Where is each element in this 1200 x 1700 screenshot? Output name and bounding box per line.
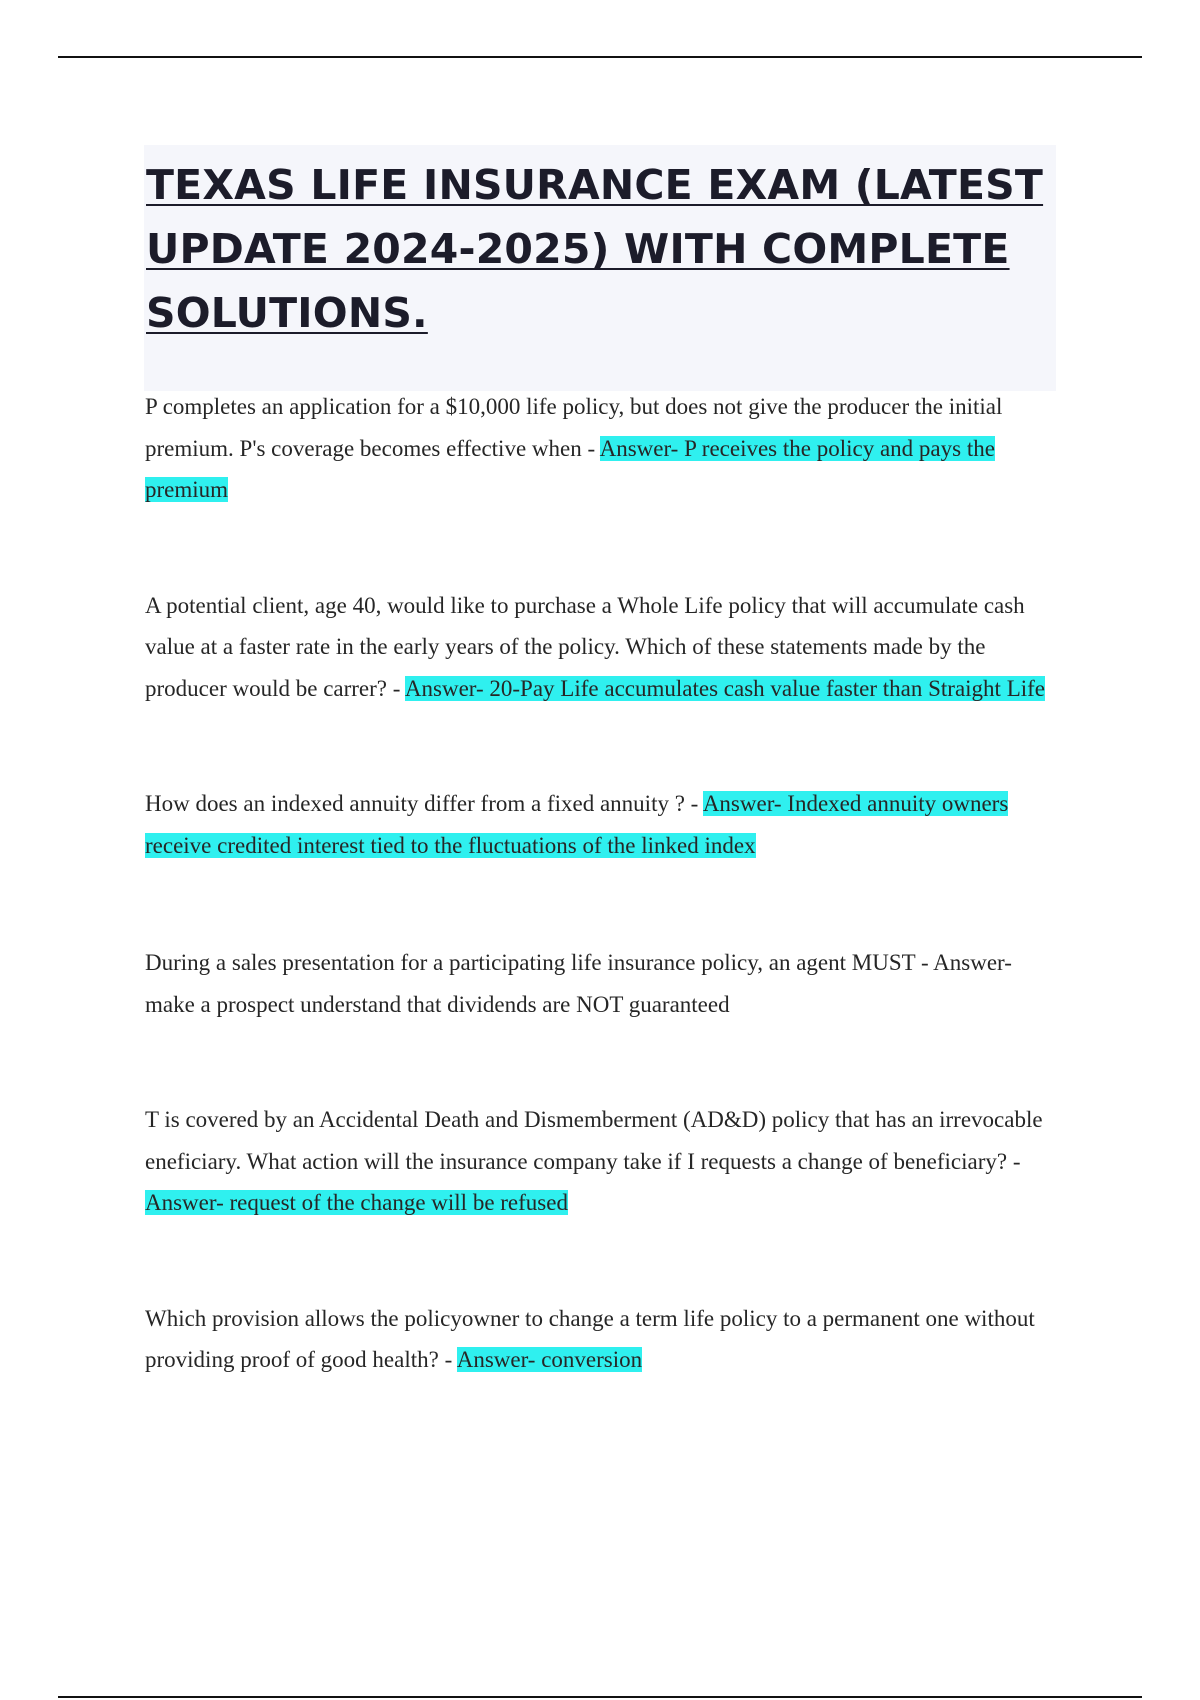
question-text: Which provision allows the policyowner to change a term life policy to a permanent one without providing proof of good health? - xyxy=(145,1305,1035,1372)
top-rule xyxy=(58,56,1142,58)
question-text: P completes an application for a $10,000 life policy, but does not give the producer the initial premium. P's coverage becomes effective when - xyxy=(145,394,1003,461)
title-block xyxy=(144,145,1056,391)
qa-item xyxy=(145,942,1065,1025)
bottom-rule xyxy=(58,1696,1142,1698)
qa-list xyxy=(145,386,1065,1381)
question-text: During a sales presentation for a participating life insurance policy, an agent MUST - xyxy=(145,950,934,975)
answer-text: Answer- P receives the policy and pays the premium xyxy=(145,435,995,502)
document-title: TEXAS LIFE INSURANCE EXAM (LATEST UPDATE 2024-2025) WITH COMPLETE SOLUTIONS. xyxy=(146,161,1044,337)
qa-item xyxy=(145,1298,1065,1381)
qa-item xyxy=(145,1099,1065,1224)
answer-text: Answer- conversion xyxy=(456,1347,643,1372)
question-text: A potential client, age 40, would like to purchase a Whole Life policy that will accumulate cash value at a faster rate in the early years of the policy. Which of these statements made by the producer would be carrer? - xyxy=(145,592,1025,701)
qa-item xyxy=(145,783,1065,866)
qa-item xyxy=(145,585,1065,710)
answer-text: Answer- 20-Pay Life accumulates cash value faster than Straight Life xyxy=(404,675,1046,701)
answer-text: Answer- Indexed annuity owners receive credited interest tied to the fluctuations of the linked index xyxy=(145,791,1009,858)
answer-text: Answer- make a prospect understand that dividends are NOT guaranteed xyxy=(145,950,1012,1017)
question-text: How does an indexed annuity differ from a fixed annuity ? - xyxy=(145,791,703,816)
answer-text: Answer- request of the change will be refused xyxy=(145,1190,568,1215)
qa-item xyxy=(145,386,1065,511)
question-text: T is covered by an Accidental Death and Dismemberment (AD&D) policy that has an irrevocable eneficiary. What action will the insurance company take if I requests a change of beneficiary? - xyxy=(145,1107,1043,1174)
